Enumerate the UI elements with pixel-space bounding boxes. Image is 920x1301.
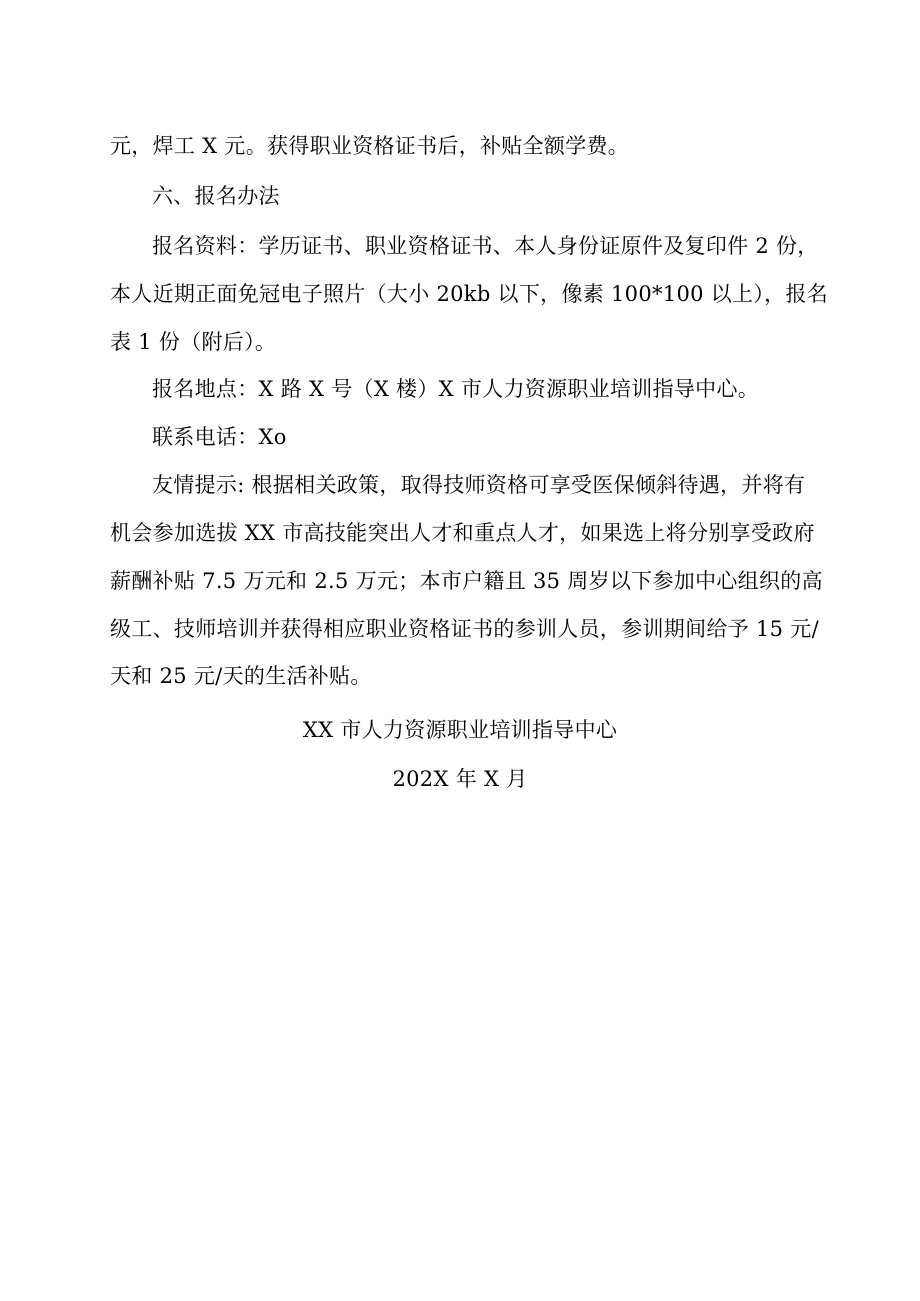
paragraph-line-tip-3: 薪酬补贴 7.5 万元和 2.5 万元；本市户籍且 35 周岁以下参加中心组织的高 [110, 569, 823, 593]
paragraph-line-tip-5: 天和 25 元/天的生活补贴。 [110, 664, 372, 688]
paragraph-line-tip-4: 级工、技师培训并获得相应职业资格证书的参训人员，参训期间给予 15 元/ [110, 617, 819, 641]
paragraph-line-tip-1: 友情提示: 根据相关政策，取得技师资格可享受医保倾斜待遇，并将有 [152, 473, 806, 497]
signature-organization: XX 市人力资源职业培训指导中心 [302, 718, 618, 742]
paragraph-line-subsidy-end: 元，焊工 X 元。获得职业资格证书后，补贴全额学费。 [110, 134, 630, 158]
paragraph-line-phone: 联系电话：Xo [152, 425, 287, 449]
paragraph-line-tip-2: 机会参加选拔 XX 市高技能突出人才和重点人才，如果选上将分别享受政府 [110, 521, 815, 545]
signature-date: 202X 年 X 月 [392, 767, 528, 791]
paragraph-line-materials-3: 表 1 份（附后）。 [110, 330, 277, 354]
section-heading-registration: 六、报名办法 [152, 184, 280, 208]
paragraph-line-materials-1: 报名资料：学历证书、职业资格证书、本人身份证原件及复印件 2 份， [152, 234, 819, 258]
paragraph-line-materials-2: 本人近期正面免冠电子照片（大小 20kb 以下，像素 100*100 以上），报名 [110, 282, 829, 306]
paragraph-line-location: 报名地点：X 路 X 号（X 楼）X 市人力资源职业培训指导中心。 [152, 377, 760, 401]
